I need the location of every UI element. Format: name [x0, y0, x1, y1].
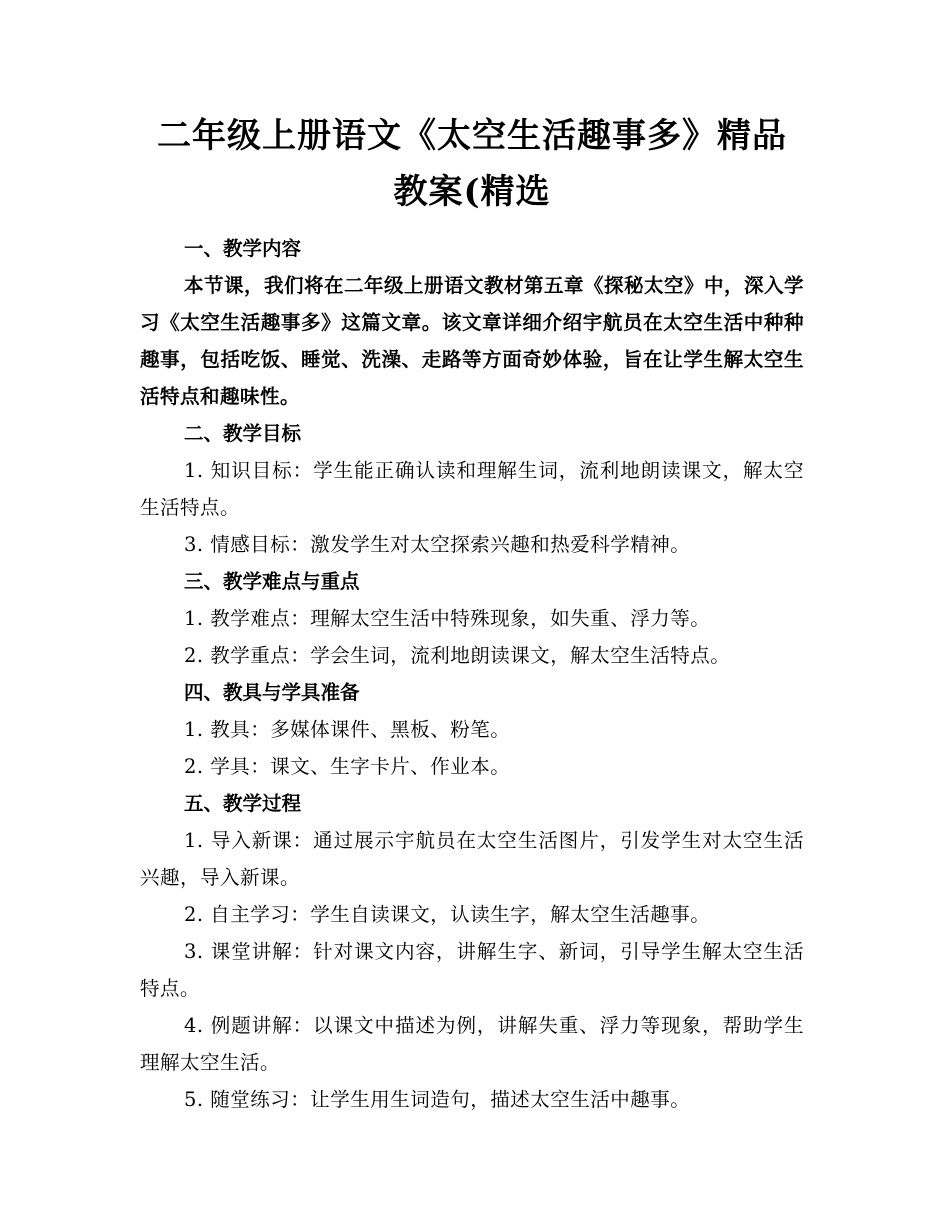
list-item: 1. 教学难点：理解太空生活中特殊现象，如失重、浮力等。: [184, 607, 711, 630]
section-process: [140, 785, 804, 1118]
section-heading: 四、教具与学具准备: [184, 681, 360, 704]
section-content: [140, 230, 804, 415]
list-item: 2. 自主学习：学生自读课文，认读生字，解太空生活趣事。: [184, 903, 711, 926]
section-heading: 五、教学过程: [184, 792, 302, 815]
section-goals: [140, 415, 804, 563]
section-heading: 一、教学内容: [184, 237, 302, 260]
list-item: 2. 学具：课文、生字卡片、作业本。: [184, 755, 511, 778]
list-item: 5. 随堂练习：让学生用生词造句，描述太空生活中趣事。: [184, 1088, 691, 1111]
section-materials: [140, 674, 804, 785]
document-title: 二年级上册语文《太空生活趣事多》精品教案(精选: [157, 116, 787, 212]
section-heading: 三、教学难点与重点: [184, 570, 360, 593]
list-item: 3. 课堂讲解：针对课文内容，讲解生字、新词，引导学生解太空生活特点。: [140, 940, 804, 1000]
section-keypoints: [140, 563, 804, 674]
list-item: 3. 情感目标：激发学生对太空探索兴趣和热爱科学精神。: [184, 533, 691, 556]
list-item: 1. 知识目标：学生能正确认读和理解生词，流利地朗读课文，解太空生活特点。: [140, 459, 804, 519]
content-paragraph: 本节课，我们将在二年级上册语文教材第五章《探秘太空》中，深入学习《太空生活趣事多》这篇文章。该文章详细介绍宇航员在太空生活中种种趣事，包括吃饭、睡觉、洗澡、走路等方面奇妙体验，旨在让学生解太空生活特点和趣味性。: [140, 274, 805, 408]
list-item: 2. 教学重点：学会生词，流利地朗读课文，解太空生活特点。: [184, 644, 731, 667]
list-item: 1. 教具：多媒体课件、黑板、粉笔。: [184, 718, 511, 741]
list-item: 1. 导入新课：通过展示宇航员在太空生活图片，引发学生对太空生活兴趣，导入新课。: [140, 829, 804, 889]
section-heading: 二、教学目标: [184, 422, 302, 445]
document-page: [140, 108, 804, 1118]
list-item: 4. 例题讲解：以课文中描述为例，讲解失重、浮力等现象，帮助学生理解太空生活。: [140, 1014, 804, 1074]
